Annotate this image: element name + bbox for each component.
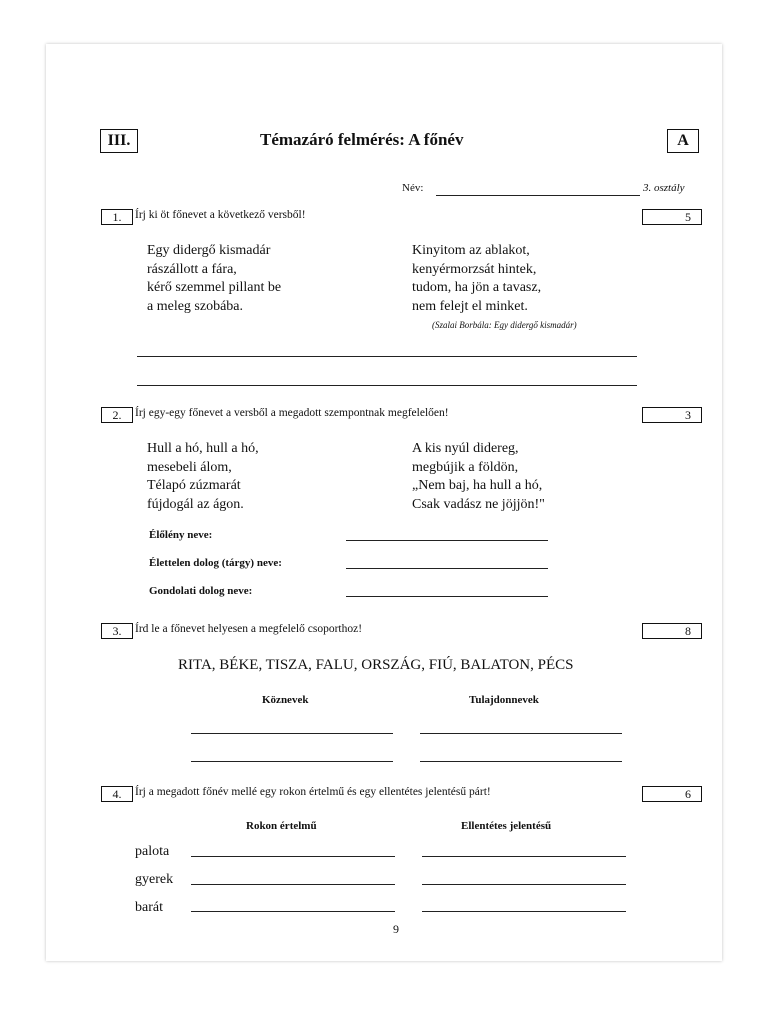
q1-points: 5 — [642, 209, 702, 225]
answer-line[interactable] — [422, 911, 626, 912]
section-number: III. — [100, 129, 138, 153]
answer-line[interactable] — [137, 385, 637, 386]
q1-poem-left — [147, 242, 281, 316]
q1-instruction: Írj ki öt főnevet a következő versből! — [135, 209, 306, 221]
answer-line[interactable] — [420, 733, 622, 734]
q4-instruction: Írj a megadott főnév mellé egy rokon értelmű és egy ellentétes jelentésű párt! — [135, 786, 491, 798]
poem-line: Kinyitom az ablakot, — [412, 243, 530, 258]
q2-instruction: Írj egy-egy főnevet a versből a megadott szempontnak megfelelően! — [135, 407, 449, 419]
col-common-nouns: Köznevek — [262, 694, 309, 706]
poem-line: „Nem baj, ha hull a hó, — [412, 478, 543, 493]
name-label: Név: — [402, 182, 424, 194]
q4-number: 4. — [101, 786, 133, 802]
q2-points: 3 — [642, 407, 702, 423]
word-list: RITA, BÉKE, TISZA, FALU, ORSZÁG, FIÚ, BALATON, PÉCS — [178, 657, 574, 673]
answer-line[interactable] — [191, 911, 395, 912]
poem-line: tudom, ha jön a tavasz, — [412, 280, 542, 295]
variant-box: A — [667, 129, 699, 153]
answer-line[interactable] — [422, 884, 626, 885]
poem-line: fújdogál az ágon. — [147, 496, 244, 512]
q2-poem-right — [412, 440, 545, 514]
poem-line: megbújik a földön, — [412, 459, 519, 475]
answer-line[interactable] — [137, 356, 637, 357]
answer-line[interactable] — [191, 761, 393, 762]
label-object: Élettelen dolog (tárgy) neve: — [149, 557, 282, 569]
page-number: 9 — [393, 922, 399, 936]
poem-line: kenyérmorzsát hintek, — [412, 261, 537, 277]
name-line[interactable] — [436, 195, 640, 196]
label-living: Élőlény neve: — [149, 529, 213, 541]
answer-line[interactable] — [420, 761, 622, 762]
word-barat: barát — [135, 900, 163, 915]
poem-line: rászállott a fára, — [147, 261, 237, 277]
q2-number: 2. — [101, 407, 133, 423]
answer-line[interactable] — [191, 733, 393, 734]
q2-poem-left — [147, 440, 259, 514]
q3-points: 8 — [642, 623, 702, 639]
q3-instruction: Írd le a főnevet helyesen a megfelelő csoporthoz! — [135, 623, 363, 635]
word-gyerek: gyerek — [135, 872, 174, 887]
poem-line: Egy didergő kismadár — [147, 243, 271, 258]
poem-line: A kis nyúl didereg, — [412, 441, 519, 456]
page-title: Témazáró felmérés: A főnév — [260, 130, 464, 149]
poem-line: Hull a hó, hull a hó, — [147, 441, 259, 456]
col-antonym: Ellentétes jelentésű — [461, 820, 552, 832]
worksheet-page — [46, 44, 722, 961]
answer-line[interactable] — [346, 568, 548, 569]
answer-line[interactable] — [346, 596, 548, 597]
class-label: 3. osztály — [643, 182, 685, 194]
poem-line: nem felejt el minket. — [412, 298, 528, 314]
col-synonym: Rokon értelmű — [246, 820, 317, 832]
poem-line: Csak vadász ne jöjjön!" — [412, 496, 545, 512]
label-abstract: Gondolati dolog neve: — [149, 585, 253, 597]
poem-source: (Szalai Borbála: Egy didergő kismadár) — [432, 320, 577, 330]
q4-points: 6 — [642, 786, 702, 802]
q3-number: 3. — [101, 623, 133, 639]
poem-line: Télapó zúzmarát — [147, 478, 241, 493]
poem-line: mesebeli álom, — [147, 459, 232, 475]
q1-poem-right — [412, 242, 541, 316]
answer-line[interactable] — [191, 856, 395, 857]
q1-number: 1. — [101, 209, 133, 225]
answer-line[interactable] — [191, 884, 395, 885]
poem-line: a meleg szobába. — [147, 298, 244, 314]
col-proper-nouns: Tulajdonnevek — [469, 694, 539, 706]
word-palota: palota — [135, 844, 170, 859]
answer-line[interactable] — [346, 540, 548, 541]
answer-line[interactable] — [422, 856, 626, 857]
poem-line: kérő szemmel pillant be — [147, 280, 282, 295]
